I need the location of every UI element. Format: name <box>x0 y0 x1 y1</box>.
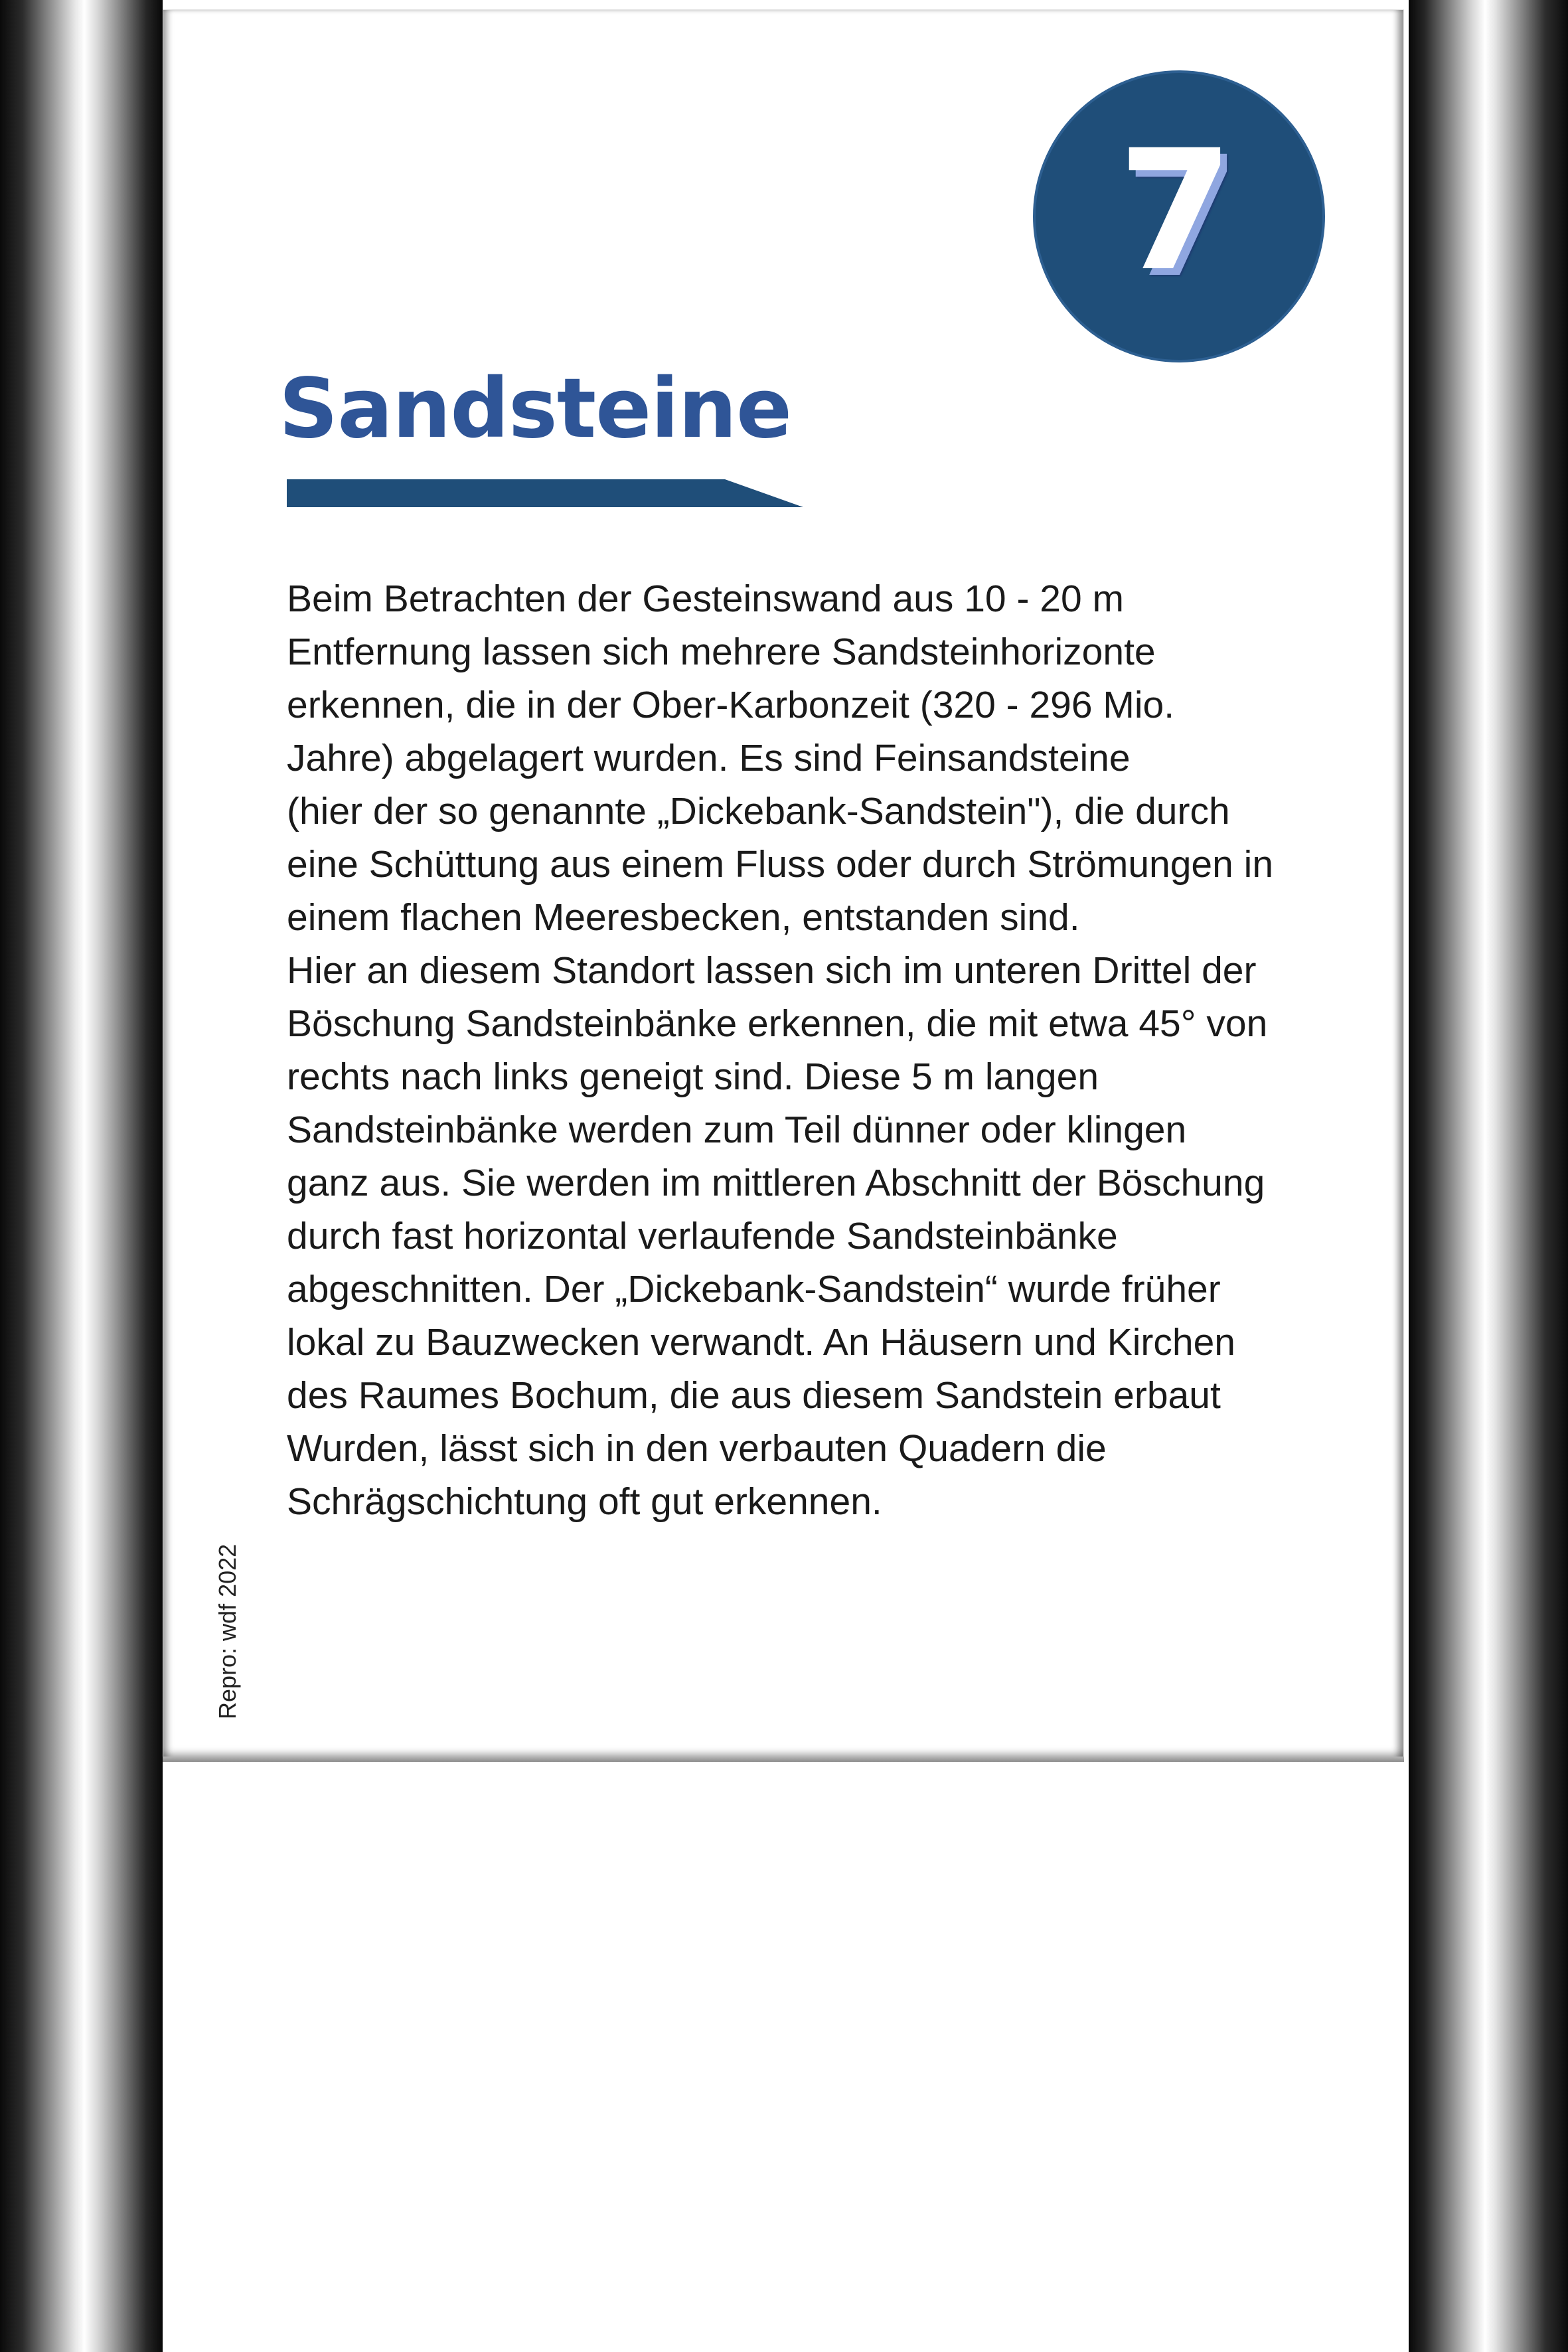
body-text-line: Hier an diesem Standort lassen sich im unteren Drittel der <box>287 949 1257 992</box>
body-text-line: des Raumes Bochum, die aus diesem Sandstein erbaut <box>287 1374 1221 1417</box>
sign-title: Sandsteine <box>279 361 792 457</box>
body-text-line: abgeschnitten. Der „Dickebank-Sandstein“ wurde früher <box>287 1268 1221 1310</box>
body-text-line: (hier der so genannte „Dickebank-Sandstein"), die durch <box>287 790 1230 832</box>
body-text-line: Jahre) abgelagert wurden. Es sind Feinsandsteine <box>287 737 1131 779</box>
station-number-badge <box>1033 70 1325 362</box>
body-text-line: eine Schüttung aus einem Fluss oder durch Strömungen in <box>287 843 1274 886</box>
body-text-line: ganz aus. Sie werden im mittleren Abschnitt der Böschung <box>287 1162 1265 1204</box>
right-metal-post <box>1409 0 1568 2352</box>
body-text-line: Wurden, lässt sich in den verbauten Quadern die <box>287 1427 1107 1470</box>
sign-bottom-edge <box>163 1757 1404 1762</box>
left-metal-post <box>0 0 163 2352</box>
body-text-line: Sandsteinbänke werden zum Teil dünner oder klingen <box>287 1109 1187 1151</box>
station-number: 7 <box>1118 114 1233 307</box>
title-underline-bar <box>287 479 803 507</box>
body-text-line: lokal zu Bauzwecken verwandt. An Häusern und Kirchen <box>287 1321 1235 1364</box>
body-text-line: erkennen, die in der Ober-Karbonzeit (320 - 296 Mio. <box>287 684 1175 726</box>
body-text-line: Böschung Sandsteinbänke erkennen, die mit etwa 45° von <box>287 1002 1268 1045</box>
body-text-line: einem flachen Meeresbecken, entstanden sind. <box>287 896 1080 939</box>
body-text-line: Entfernung lassen sich mehrere Sandsteinhorizonte <box>287 631 1156 673</box>
body-text-line: Schrägschichtung oft gut erkennen. <box>287 1480 882 1523</box>
photo-credit: Repro: wdf 2022 <box>214 1543 241 1719</box>
body-text-line: Beim Betrachten der Gesteinswand aus 10 - 20 m <box>287 578 1124 620</box>
sign-body-text <box>287 572 1362 1528</box>
body-text-line: durch fast horizontal verlaufende Sandsteinbänke <box>287 1215 1118 1257</box>
body-text-line: rechts nach links geneigt sind. Diese 5 m langen <box>287 1056 1099 1098</box>
